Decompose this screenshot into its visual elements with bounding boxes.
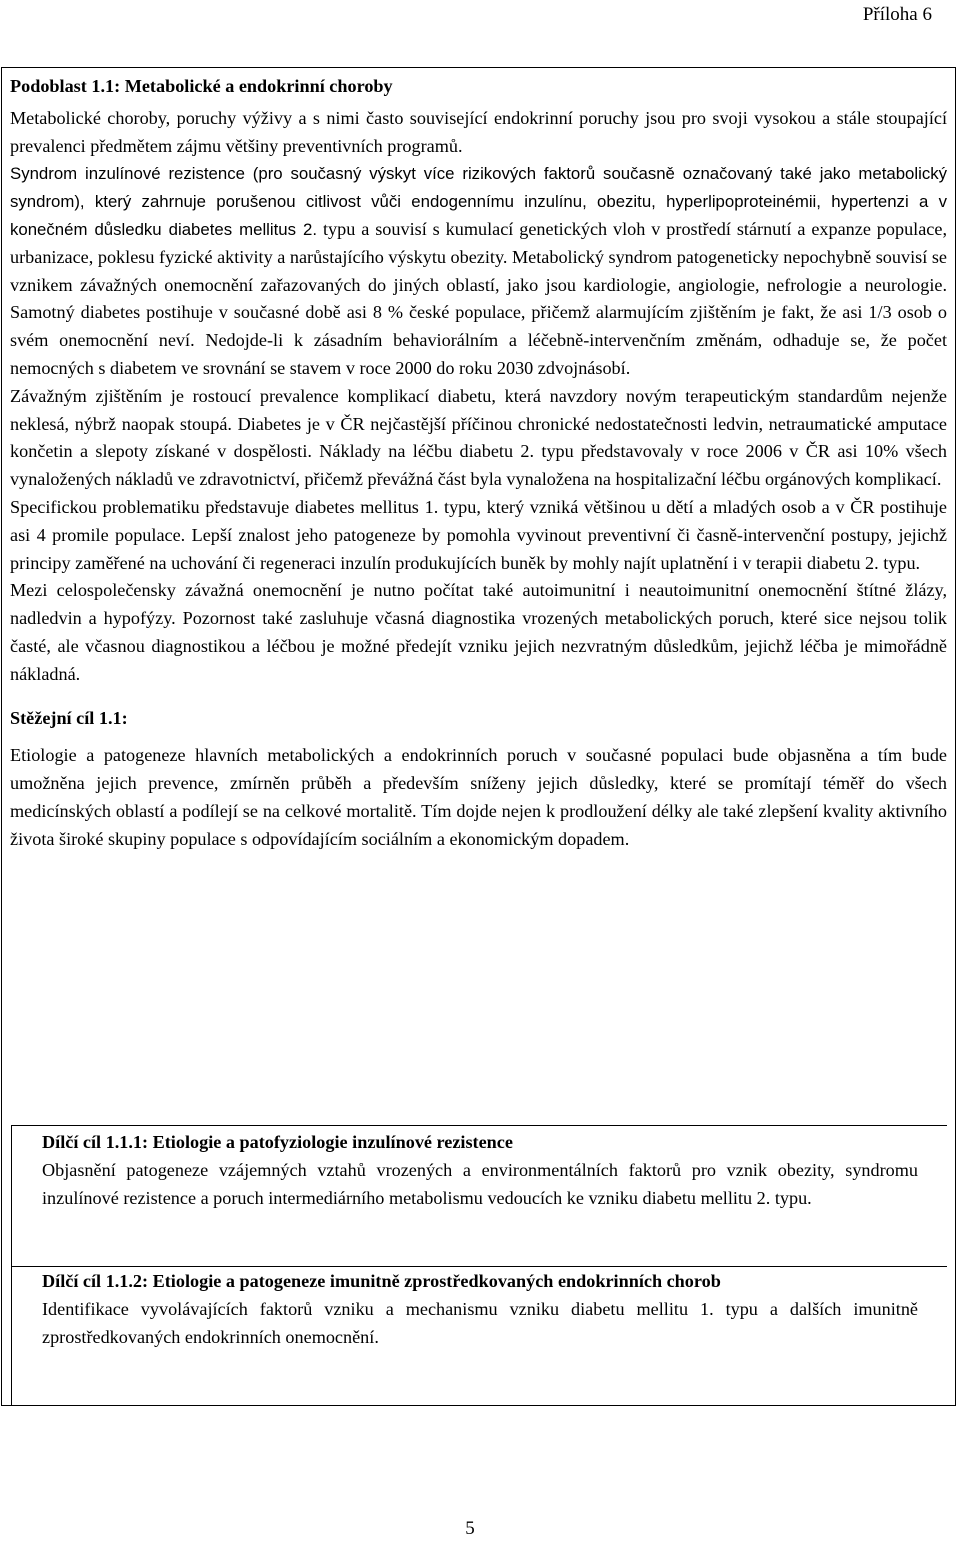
thyroid-paragraph: Mezi celospolečensky závažná onemocnění je nutno počítat také autoimunitní i neautoimunitní onemocnění štítné žlázy, nadledvin a hypofýzy. Pozornost také zasluhuje včasná diagnostika vrozených metabolických poruch, které sice nejsou tolik časté, ale včasnou diagnostikou a léčbou je možné předejít vzniku jejich nezvratným důsledkům, jejichž léčba je mimořádně nákladná.: [10, 580, 947, 684]
main-goal-title: Stěžejní cíl 1.1:: [10, 707, 128, 728]
subgoal-title: Dílčí cíl 1.1.1: Etiologie a patofyziologie inzulínové rezistence: [42, 1132, 513, 1152]
subgoal-cell: [42, 1268, 918, 1351]
insulin-resistance-text-sans: Syndrom inzulínové rezistence (pro současný výskyt více rizikových faktorů současně označovaný také jako metabolický syndrom), který zahrnuje porušenou citlivost vůči endogennímu inzulínu, obezitu, hyperlipoproteinémii, hypertenzi a v konečném důsledku diabetes mellitus 2.: [10, 164, 947, 239]
intro-paragraph: Metabolické choroby, poruchy výživy a s nimi často související endokrinní poruchy jsou pro svoji vysokou a stále stoupající prevalenci předmětem zájmu většiny preventivních programů.: [10, 107, 947, 156]
subgoal-text: Identifikace vyvolávajících faktorů vzniku a mechanismu vzniku diabetu mellitu 1. typu a dalších imunitně zprostředkovaných endokrinních onemocnění.: [42, 1298, 918, 1347]
subgoal-text: Objasnění patogeneze vzájemných vztahů vrozených a environmentálních faktorů pro vznik obezity, syndromu inzulínové rezistence a poruch intermediárního metabolismu vedoucích ke vzniku diabetu mellitu 2. typu.: [42, 1159, 918, 1208]
insulin-resistance-text-serif: typu a souvisí s kumulací genetických vloh v prostředí stárnutí a expanze populace, urbanizace, poklesu fyzické aktivity a narůstajícího výskytu obezity. Metabolický syndrom patogeneticky nepochybně souvisí se vznikem závažných onemocnění zařazovaných do jiných oblastí, jako jsou kardiologie, angiologie, nefrologie a neurologie. Samotný diabetes postihuje v současné době asi 8 % české populace, přičemž alarmujícím zjištěním je fakt, že asi 1/3 osob o svém onemocnění neví. Nedojde-li k zásadním behaviorálním a léčebně-intervenčním změnám, odhaduje se, že počet nemocných s diabetem ve srovnání se stavem v roce 2000 do roku 2030 zdvojnásobí.: [10, 218, 947, 378]
main-goal-text: Etiologie a patogeneze hlavních metabolických a endokrinních poruch v současné populaci bude objasněna a tím bude umožněna jejich prevence, zmírněn průběh a především sníženy jejich důsledky, které se promítají téměř do všech medicínských oblastí a podílejí se na celkové mortalitě. Tím dojde nejen k prodloužení délky ale také zlepšení kvality aktivního života široké skupiny populace s odpovídajícím sociálním a ekonomickým dopadem.: [10, 745, 947, 849]
insulin-resistance-paragraph: [10, 160, 947, 382]
subgoal-cell: [42, 1129, 918, 1212]
type1-diabetes-paragraph: Specifickou problematiku představuje diabetes mellitus 1. typu, který vzniká většinou u dětí a mladých osob a v ČR postihuje asi 4 promile populace. Lepší znalost jeho patogeneze by pomohla vyvinout preventivní či časně-intervenční postupy, jejichž principy zaměřené na uchování či regeneraci inzulín produkujících buněk by mohly najít uplatnění i v terapii diabetu 2. typu.: [10, 496, 947, 573]
section-content: [10, 73, 947, 854]
subgoal-title: Dílčí cíl 1.1.2: Etiologie a patogeneze imunitně zprostředkovaných endokrinních chorob: [42, 1271, 721, 1291]
page-number: 5: [465, 1518, 475, 1539]
complications-paragraph: Závažným zjištěním je rostoucí prevalence komplikací diabetu, která navzdory novým terapeutickým standardům nejenže neklesá, nýbrž naopak stoupá. Diabetes je v ČR nejčastější příčinou chronické nedostatečnosti ledvin, netraumatické amputace končetin a slepoty získané v dospělosti. Náklady na léčbu diabetu 2. typu představovaly v roce 2006 v ČR asi 10% všech vynaložených nákladů ve zdravotnictví, přičemž převážná část byla vynaložena na hospitalizační léčbu orgánových komplikací.: [10, 385, 947, 490]
subgoals-table: [11, 1125, 947, 1406]
attachment-label: Příloha 6: [862, 4, 932, 25]
subgoal-row: [12, 1125, 947, 1266]
subgoal-row: [12, 1266, 947, 1407]
section-title: Podoblast 1.1: Metabolické a endokrinní choroby: [10, 76, 393, 96]
